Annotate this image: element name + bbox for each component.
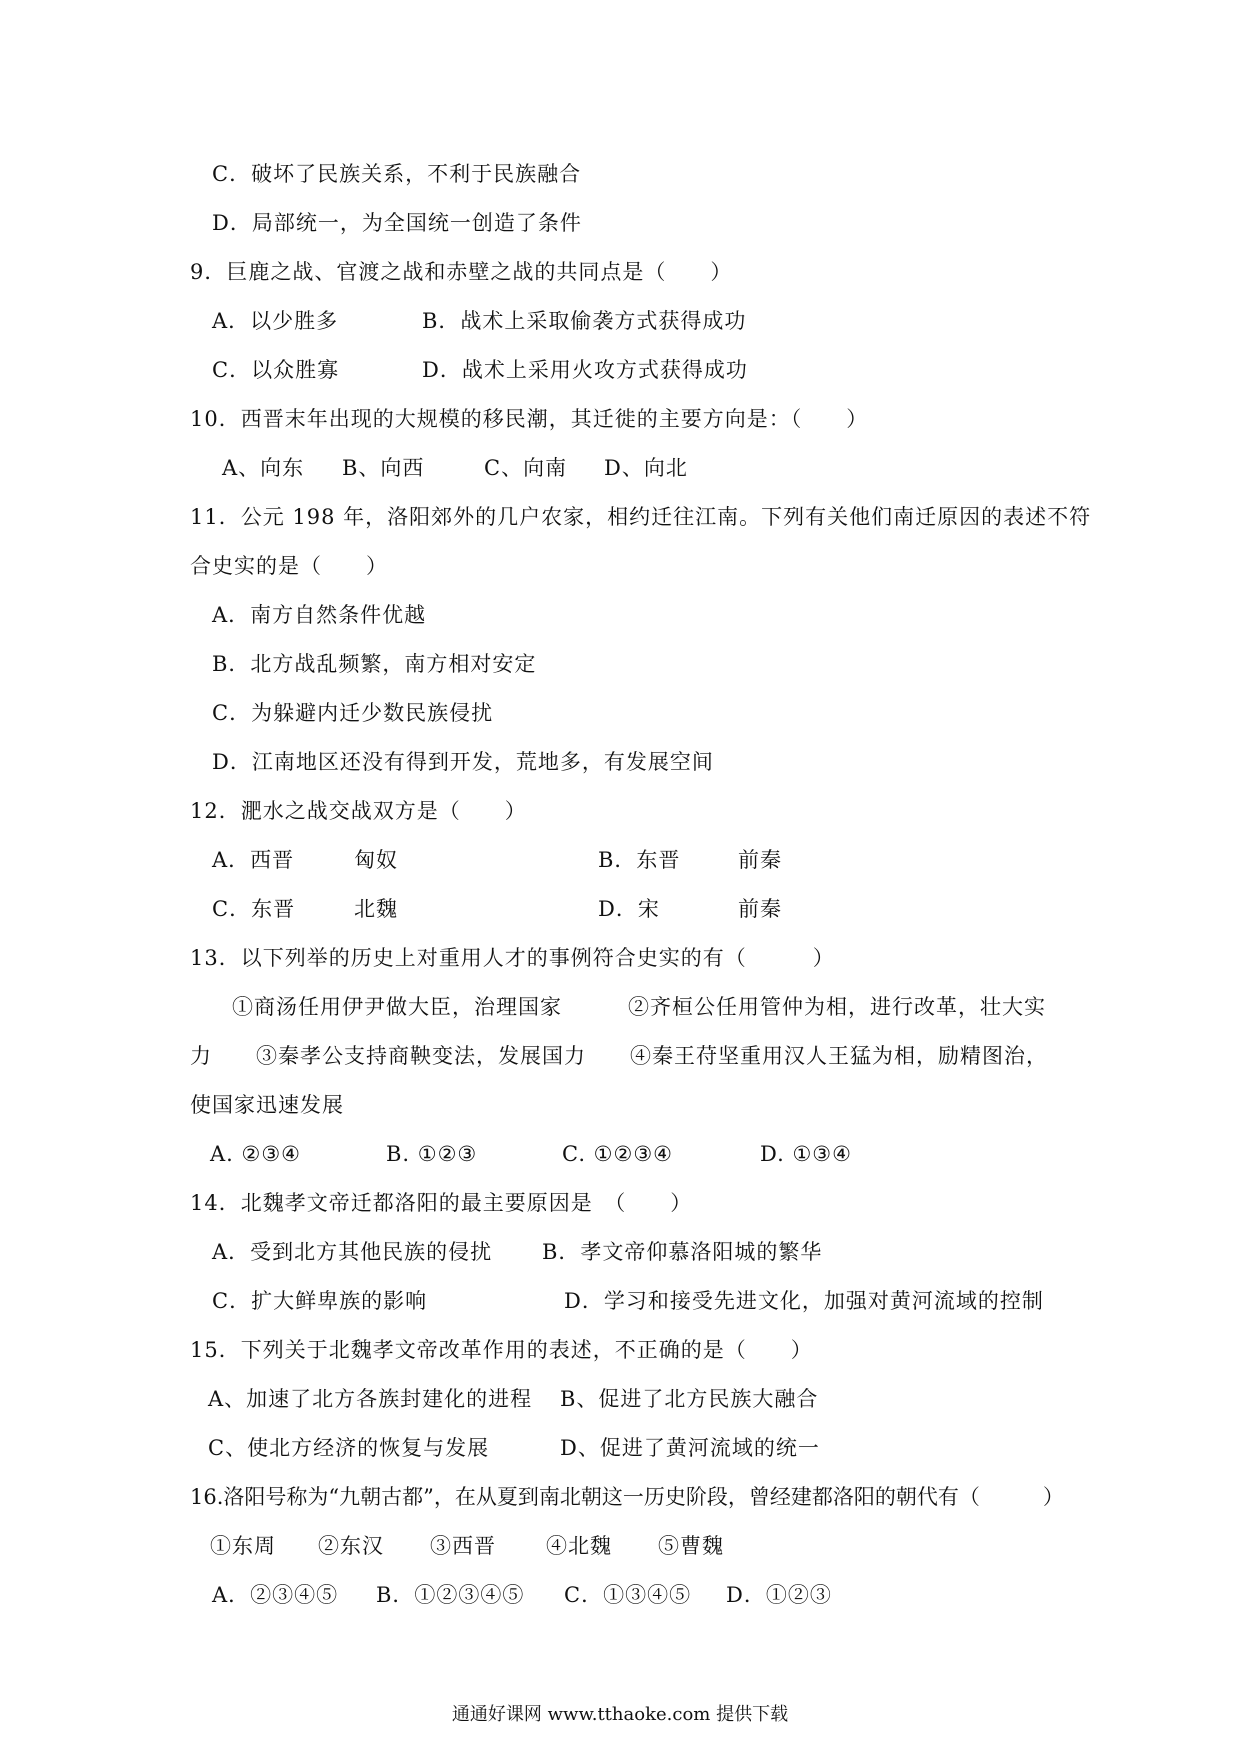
q16-item-4: ④北魏 — [546, 1534, 612, 1558]
q10-option-a: A、向东 — [222, 456, 305, 480]
q11-option-c: C．为躲避内迁少数民族侵扰 — [212, 701, 494, 725]
q13-body-line3: 使国家迅速发展 — [190, 1093, 344, 1117]
q16-item-3: ③西晋 — [430, 1534, 496, 1558]
q9-stem: 9．巨鹿之战、官渡之战和赤壁之战的共同点是（ ） — [190, 260, 733, 284]
q10-option-b: B、向西 — [342, 456, 425, 480]
q12-option-c-side2: 北魏 — [354, 897, 398, 921]
q16-option-d: D．①②③ — [726, 1583, 832, 1607]
q16-stem: 16.洛阳号称为“九朝古都”，在从夏到南北朝这一历史阶段，曾经建都洛阳的朝代有（ ） — [190, 1485, 1064, 1509]
q14-option-b: B．孝文帝仰慕洛阳城的繁华 — [542, 1240, 823, 1264]
q16-item-2: ②东汉 — [318, 1534, 384, 1558]
q9-option-c: C．以众胜寡 — [212, 358, 340, 382]
q9-option-a: A．以少胜多 — [212, 309, 339, 333]
q10-stem: 10．西晋末年出现的大规模的移民潮，其迁徙的主要方向是：（ ） — [190, 407, 869, 431]
q13-stem: 13．以下列举的历史上对重用人才的事例符合史实的有（ ） — [190, 946, 835, 970]
q9-option-d: D．战术上采用火攻方式获得成功 — [422, 358, 748, 382]
q15-option-b: B、促进了北方民族大融合 — [560, 1387, 819, 1411]
q13-option-b: B. ①②③ — [386, 1142, 478, 1166]
q15-option-a: A、加速了北方各族封建化的进程 — [208, 1387, 533, 1411]
q14-option-d: D．学习和接受先进文化，加强对黄河流域的控制 — [564, 1289, 1044, 1313]
q11-option-d: D．江南地区还没有得到开发，荒地多，有发展空间 — [212, 750, 714, 774]
q16-option-c: C．①③④⑤ — [564, 1583, 692, 1607]
page-footer: 通通好课网 www.tthaoke.com 提供下载 — [451, 1704, 789, 1725]
q13-body-line2: 力 ③秦孝公支持商鞅变法，发展国力 ④秦王苻坚重用汉人王猛为相，励精图治， — [190, 1044, 1048, 1068]
q11-option-a: A．南方自然条件优越 — [212, 603, 427, 627]
q12-stem: 12．淝水之战交战双方是（ ） — [190, 799, 527, 823]
q13-option-d: D. ①③④ — [760, 1142, 852, 1166]
q14-option-a: A．受到北方其他民族的侵扰 — [212, 1240, 493, 1264]
q13-option-a: A. ②③④ — [210, 1142, 301, 1166]
q10-option-d: D、向北 — [604, 456, 688, 480]
q12-option-d-side2: 前秦 — [738, 897, 782, 921]
q16-option-a: A．②③④⑤ — [212, 1583, 339, 1607]
q8-option-c: C．破坏了民族关系，不利于民族融合 — [212, 162, 582, 186]
q13-body-line1: ①商汤任用伊尹做大臣，治理国家 ②齐桓公任用管仲为相，进行改革，壮大实 — [232, 995, 1046, 1019]
q8-option-d: D．局部统一，为全国统一创造了条件 — [212, 211, 582, 235]
q16-item-1: ①东周 — [210, 1534, 276, 1558]
q15-option-d: D、促进了黄河流域的统一 — [560, 1436, 820, 1460]
q12-option-c-side1: C．东晋 — [212, 897, 296, 921]
q9-option-b: B．战术上采取偷袭方式获得成功 — [422, 309, 747, 333]
q13-option-c: C. ①②③④ — [562, 1142, 673, 1166]
q16-item-5: ⑤曹魏 — [658, 1534, 724, 1558]
q12-option-b-side2: 前秦 — [738, 848, 782, 872]
q11-stem-line1: 11．公元 198 年，洛阳郊外的几户农家，相约迁往江南。下列有关他们南迁原因的表述不符 — [190, 505, 1092, 529]
q11-stem-line2: 合史实的是（ ） — [190, 554, 388, 578]
q10-option-c: C、向南 — [484, 456, 568, 480]
q11-option-b: B．北方战乱频繁，南方相对安定 — [212, 652, 537, 676]
q14-stem: 14．北魏孝文帝迁都洛阳的最主要原因是 （ ） — [190, 1191, 693, 1215]
q14-option-c: C．扩大鲜卑族的影响 — [212, 1289, 428, 1313]
q12-option-d-side1: D．宋 — [598, 897, 660, 921]
q16-option-b: B．①②③④⑤ — [376, 1583, 525, 1607]
q15-option-c: C、使北方经济的恢复与发展 — [208, 1436, 490, 1460]
q15-stem: 15．下列关于北魏孝文帝改革作用的表述，不正确的是（ ） — [190, 1338, 813, 1362]
q12-option-a-side2: 匈奴 — [354, 848, 398, 872]
q12-option-a-side1: A．西晋 — [212, 848, 295, 872]
q12-option-b-side1: B．东晋 — [598, 848, 681, 872]
